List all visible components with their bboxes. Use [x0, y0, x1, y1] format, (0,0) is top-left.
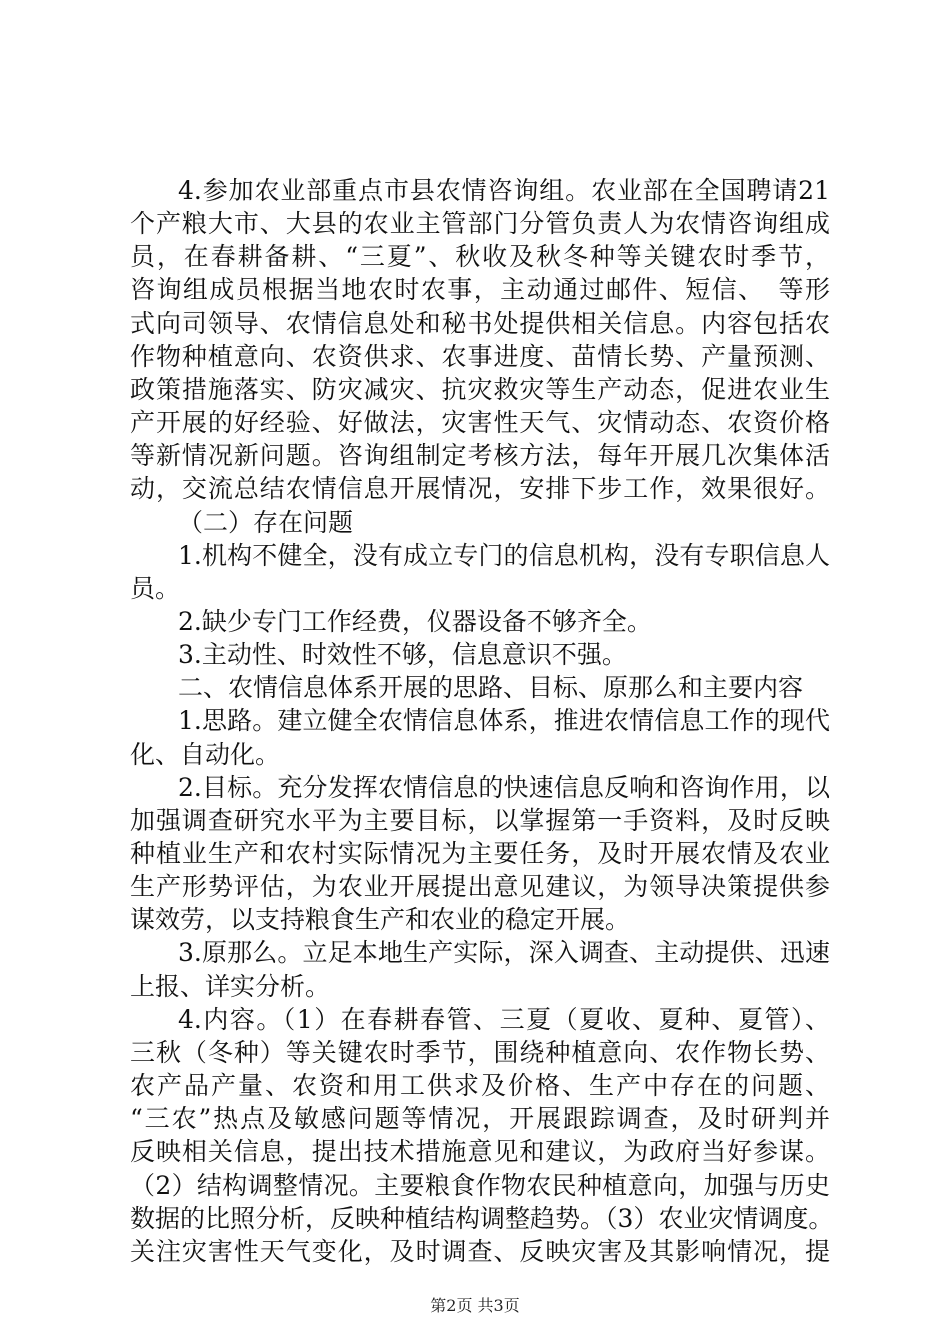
- text-line: 4.参加农业部重点市县农情咨询组。农业部在全国聘请21: [178, 176, 830, 205]
- text-line: 反映相关信息，提出技术措施意见和建议，为政府当好参谋。: [130, 1137, 830, 1167]
- text-line: 政策措施落实、防灾减灾、抗灾救灾等生产动态，促进农业生: [130, 374, 830, 404]
- text-line: 作物种植意向、农资供求、农事进度、苗情长势、产量预测、: [130, 341, 830, 371]
- text-line: 员。: [130, 573, 181, 603]
- text-line: 3.原那么。立足本地生产实际，深入调查、主动提供、迅速: [178, 938, 830, 968]
- text-line: 化、自动化。: [130, 739, 281, 769]
- text-line: （2）结构调整情况。主要粮食作物农民种植意向，加强与历史: [130, 1170, 830, 1200]
- text-line: 个产粮大市、大县的农业主管部门分管负责人为农情咨询组成: [130, 209, 830, 239]
- text-line: 动，交流总结农情信息开展情况，安排下步工作，效果很好。: [130, 474, 830, 504]
- text-line: 1.机构不健全，没有成立专门的信息机构，没有专职信息人: [178, 540, 830, 570]
- text-line: 加强调查研究水平为主要目标，以掌握第一手资料，及时反映: [130, 805, 830, 835]
- text-line: 生产形势评估，为农业开展提出意见建议，为领导决策提供参: [130, 872, 830, 902]
- text-line: 2.缺少专门工作经费，仪器设备不够齐全。: [178, 606, 652, 636]
- text-line: 1.思路。建立健全农情信息体系，推进农情信息工作的现代: [178, 706, 830, 736]
- text-line: 种植业生产和农村实际情况为主要任务，及时开展农情及农业: [130, 839, 830, 868]
- text-line: 3.主动性、时效性不够，信息意识不强。: [178, 640, 627, 670]
- text-line: 2.目标。充分发挥农情信息的快速信息反响和咨询作用，以: [178, 772, 830, 802]
- text-line: 谋效劳，以支持粮食生产和农业的稳定开展。: [130, 905, 631, 935]
- text-line: 二、农情信息体系开展的思路、目标、原那么和主要内容: [178, 673, 804, 703]
- text-line: 上报、详实分析。: [130, 971, 331, 1001]
- text-line: 咨询组成员根据当地农时农事，主动通过邮件、短信、 等形: [130, 275, 830, 305]
- text-line: 三秋（冬种）等关键农时季节，围绕种植意向、农作物长势、: [130, 1037, 830, 1067]
- text-line: 等新情况新问题。咨询组制定考核方法，每年开展几次集体活: [130, 441, 830, 471]
- text-line: 4.内容。（1）在春耕春管、三夏（夏收、夏种、夏管）、: [178, 1004, 830, 1034]
- text-line: （二）存在问题: [178, 507, 354, 537]
- text-line: 产开展的好经验、好做法，灾害性天气、灾情动态、农资价格: [130, 408, 830, 438]
- text-line: 关注灾害性天气变化，及时调查、反映灾害及其影响情况，提: [130, 1236, 830, 1266]
- text-line: “三农”热点及敏感问题等情况，开展跟踪调查，及时研判并: [130, 1104, 830, 1134]
- text-line: 数据的比照分析，反映种植结构调整趋势。（3）农业灾情调度。: [130, 1203, 834, 1233]
- text-line: 农产品产量、农资和用工供求及价格、生产中存在的问题、: [130, 1071, 830, 1101]
- text-line: 员，在春耕备耕、“三夏”、秋收及秋冬种等关键农时季节，: [130, 242, 830, 272]
- text-line: 式向司领导、农情信息处和秘书处提供相关信息。内容包括农: [130, 308, 830, 338]
- page-footer: 第2页 共3页: [430, 1296, 520, 1315]
